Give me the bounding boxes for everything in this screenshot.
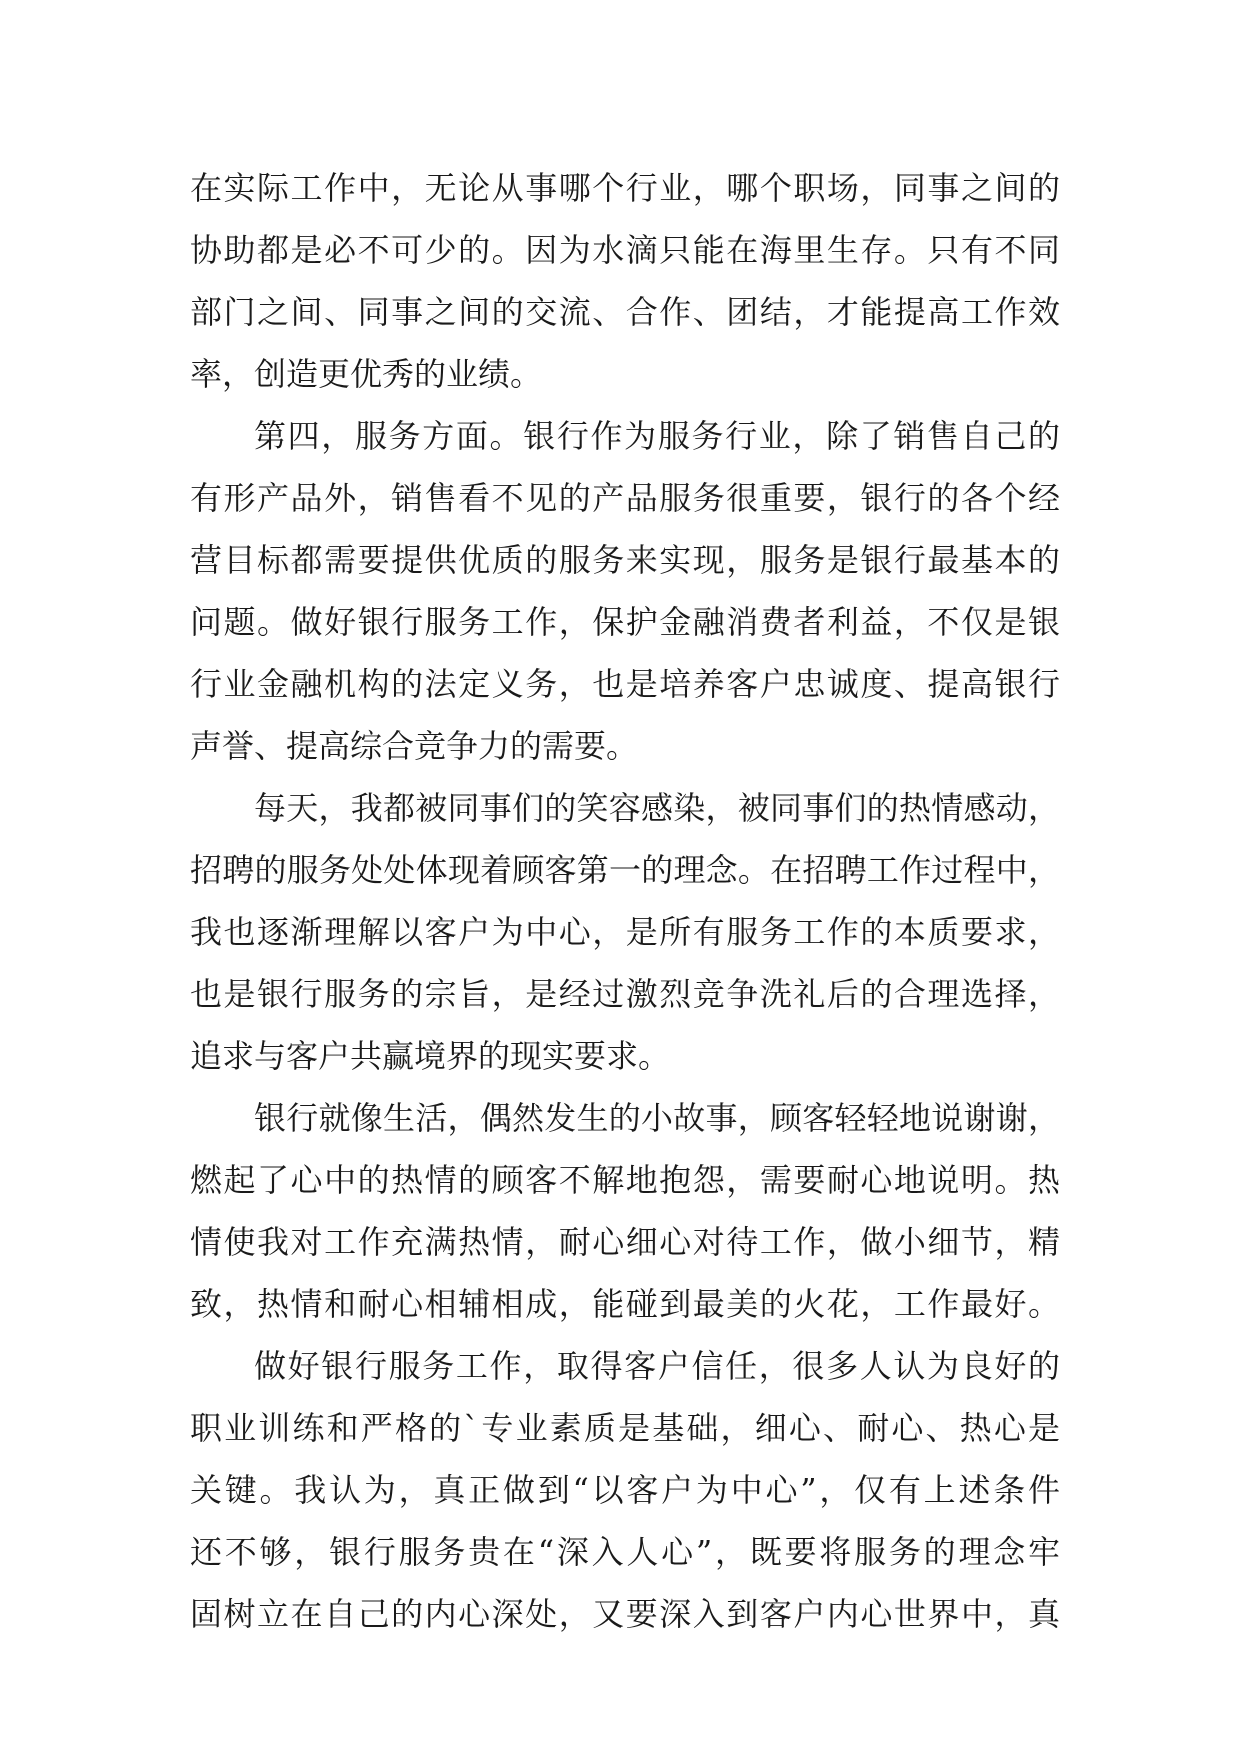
paragraph (190, 1087, 1060, 1335)
text-line: 致，热情和耐心相辅相成，能碰到最美的火花，工作最好。 (190, 1285, 1060, 1323)
paragraph (190, 777, 1060, 1087)
text-line: 每天，我都被同事们的笑容感染，被同事们的热情感动， (254, 789, 1060, 827)
paragraph (190, 405, 1060, 777)
text-line: 也是银行服务的宗旨，是经过激烈竞争洗礼后的合理选择， (190, 975, 1060, 1013)
text-line: 率，创造更优秀的业绩。 (190, 355, 543, 393)
text-line: 固树立在自己的内心深处，又要深入到客户内心世界中，真 (190, 1595, 1060, 1633)
text-line: 行业金融机构的法定义务，也是培养客户忠诚度、提高银行 (190, 665, 1060, 703)
text-line: 在实际工作中，无论从事哪个行业，哪个职场，同事之间的 (190, 169, 1060, 207)
text-line: 协助都是必不可少的。因为水滴只能在海里生存。只有不同 (190, 231, 1060, 269)
text-line: 做好银行服务工作，取得客户信任，很多人认为良好的 (254, 1347, 1060, 1385)
text-line: 第四，服务方面。银行作为服务行业，除了销售自己的 (254, 417, 1060, 455)
paragraph (190, 157, 1060, 405)
text-line: 声誉、提高综合竞争力的需要。 (190, 727, 639, 765)
text-line: 部门之间、同事之间的交流、合作、团结，才能提高工作效 (190, 293, 1060, 331)
text-line: 还不够，银行服务贵在“深入人心”，既要将服务的理念牢 (190, 1533, 1060, 1571)
text-line: 营目标都需要提供优质的服务来实现，服务是银行最基本的 (190, 541, 1060, 579)
text-line: 职业训练和严格的`专业素质是基础，细心、耐心、热心是 (190, 1409, 1060, 1447)
text-line: 燃起了心中的热情的顾客不解地抱怨，需要耐心地说明。热 (190, 1161, 1060, 1199)
text-line: 我也逐渐理解以客户为中心，是所有服务工作的本质要求， (190, 913, 1060, 951)
text-line: 情使我对工作充满热情，耐心细心对待工作，做小细节，精 (190, 1223, 1060, 1261)
text-line: 招聘的服务处处体现着顾客第一的理念。在招聘工作过程中， (190, 851, 1060, 889)
text-line: 问题。做好银行服务工作，保护金融消费者利益，不仅是银 (190, 603, 1060, 641)
paragraph (190, 1335, 1060, 1645)
text-line: 有形产品外，销售看不见的产品服务很重要，银行的各个经 (190, 479, 1060, 517)
document-body (190, 157, 1060, 1645)
text-line: 银行就像生活，偶然发生的小故事，顾客轻轻地说谢谢， (254, 1099, 1060, 1137)
text-line: 关键。我认为，真正做到“以客户为中心”，仅有上述条件 (190, 1471, 1060, 1509)
text-line: 追求与客户共赢境界的现实要求。 (190, 1037, 671, 1075)
